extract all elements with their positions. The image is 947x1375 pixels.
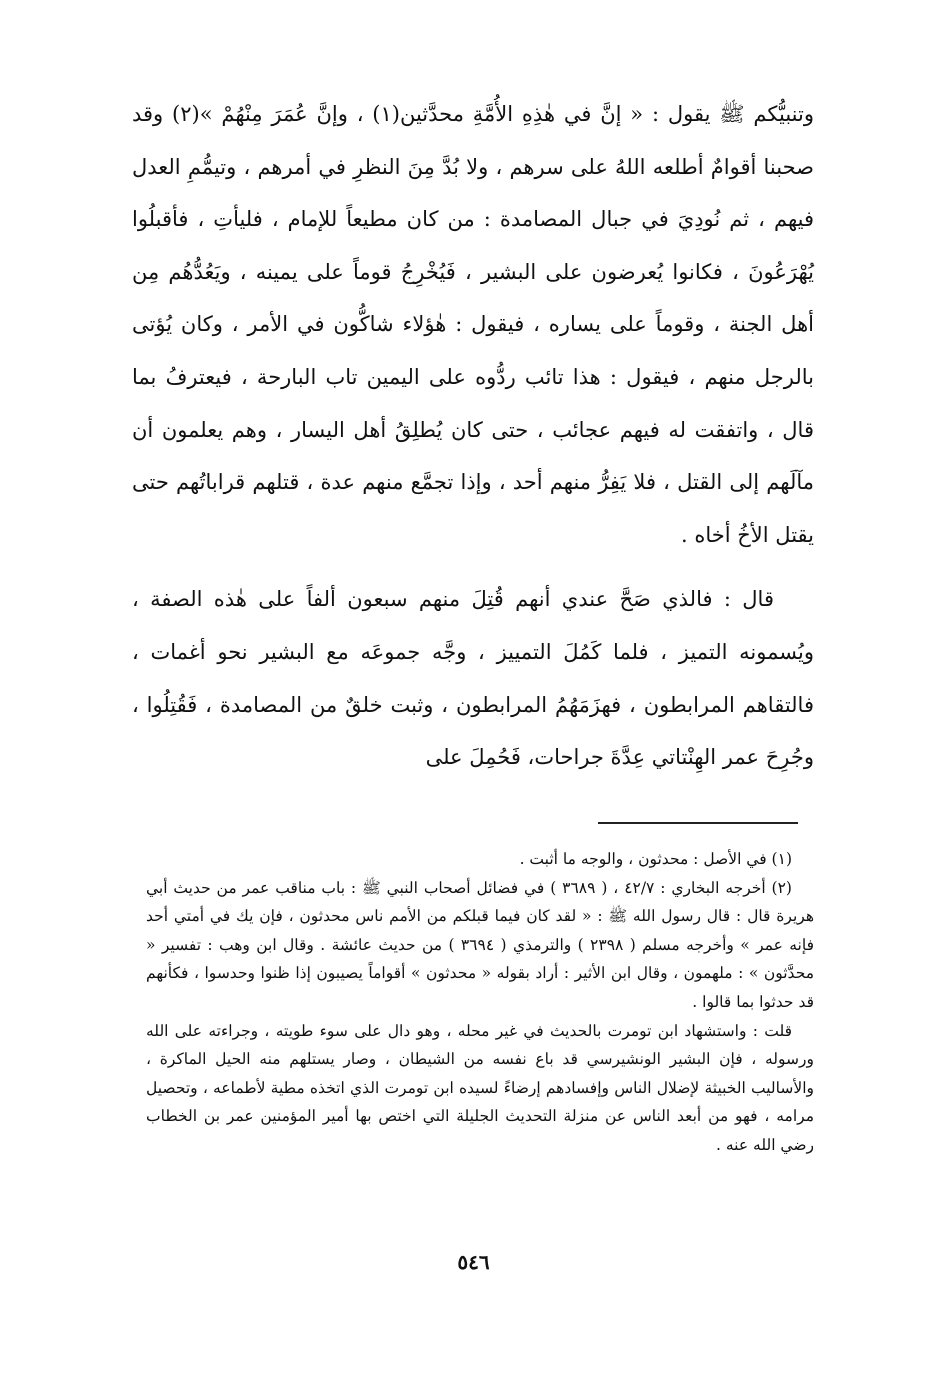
footnote-1: (١) في الأصل : محدثون ، والوجه ما أثبت . xyxy=(519,850,792,868)
footnotes xyxy=(146,845,814,1160)
main-paragraph: وتنبيُّكم ﷺ يقول : « إنَّ في هٰذِهِ الأُمَّةِ محدَّثين(١) ، وإنَّ عُمَرَ مِنْهُمْ »(٢) وقد صحبنا أقوامٌ أطلعه اللهُ على سرهم ، ولا بُدَّ مِنَ النظرِ في أمرهم ، وتيمُّمِ العدل فيهم ، ثم نُودِيَ في جبال المصامدة : من كان مطيعاً للإمام ، فليأتِ ، فأقبلُوا يُهْرَعُونَ ، فكانوا يُعرضون على البشير ، فَيُخْرِجُ قوماً على يمينه ، ويَعُدُّهُم مِن أهل الجنة ، وقوماً على يساره ، فيقول : هٰؤلاء شاكُّون في الأمر ، وكان يُؤتى بالرجل منهم ، فيقول : هذا تائب ردُّوه على اليمين تاب البارحة ، فيعترفُ بما قال ، واتفقت له فيهم عجائب ، حتى كان يُطلِقُ أهل اليسار ، وهم يعلمون أن مآلَهم إلى القتل ، فلا يَفِرُّ منهم أحد ، وإذا تجمَّع منهم عدة ، قتلهم قراباتُهم حتى يقتل الأخُ أخاه . xyxy=(132,102,814,547)
editor-comment: قلت : واستشهاد ابن تومرت بالحديث في غير محله ، وهو دال على سوء طويته ، وجراءته على الله ورسوله ، فإن البشير الونشيرسي قد باع نفسه من الشيطان ، وصار يستلهم منه الحيل الماكرة ، والأساليب الخبيثة لإضلال الناس وإفسادهم إرضاءً لسيده ابن تومرت الذي اتخذه مطية لأطماعه ، وتحصيل مرامه ، فهو من أبعد الناس عن منزلة التحديث الجليلة التي اختص بها أمير المؤمنين عمر بن الخطاب رضي الله عنه . xyxy=(146,1021,814,1154)
footnote-separator xyxy=(598,822,798,824)
page-number: ٥٤٦ xyxy=(457,1250,490,1274)
main-paragraph: قال : فالذي صَحَّ عندي أنهم قُتِلَ منهم سبعون ألفاً على هٰذه الصفة ، ويُسمونه التميز ، فلما كَمُلَ التمييز ، وجَّه جموعَه مع البشير نحو أغمات ، فالتقاهم المرابطون ، فهزَمَهُمُ المرابطون ، وثبت خلقٌ من المصامدة ، فَقُتِلُوا ، وجُرِحَ عمر الهِنْتاتي عِدَّةَ جراحات، فَحُمِلَ على xyxy=(132,587,814,770)
footnote-2: (٢) أخرجه البخاري : ٤٢/٧ ، ( ٣٦٨٩ ) في فضائل أصحاب النبي ﷺ : باب مناقب عمر من حديث أبي هريرة قال : قال رسول الله ﷺ : « لقد كان فيما قبلكم من الأمم ناس محدثون ، فإن يك في أمتي أحد فإنه عمر » وأخرجه مسلم ( ٢٣٩٨ ) والترمذي ( ٣٦٩٤ ) من حديث عائشة . وقال ابن وهب : تفسير « محدَّثون » : ملهمون ، وقال ابن الأثير : أراد بقوله « محدثون » أقواماً يصيبون إذا ظنوا وحدسوا ، فكأنهم قد حدثوا بما قالوا . xyxy=(146,878,814,1011)
main-text xyxy=(132,88,814,784)
